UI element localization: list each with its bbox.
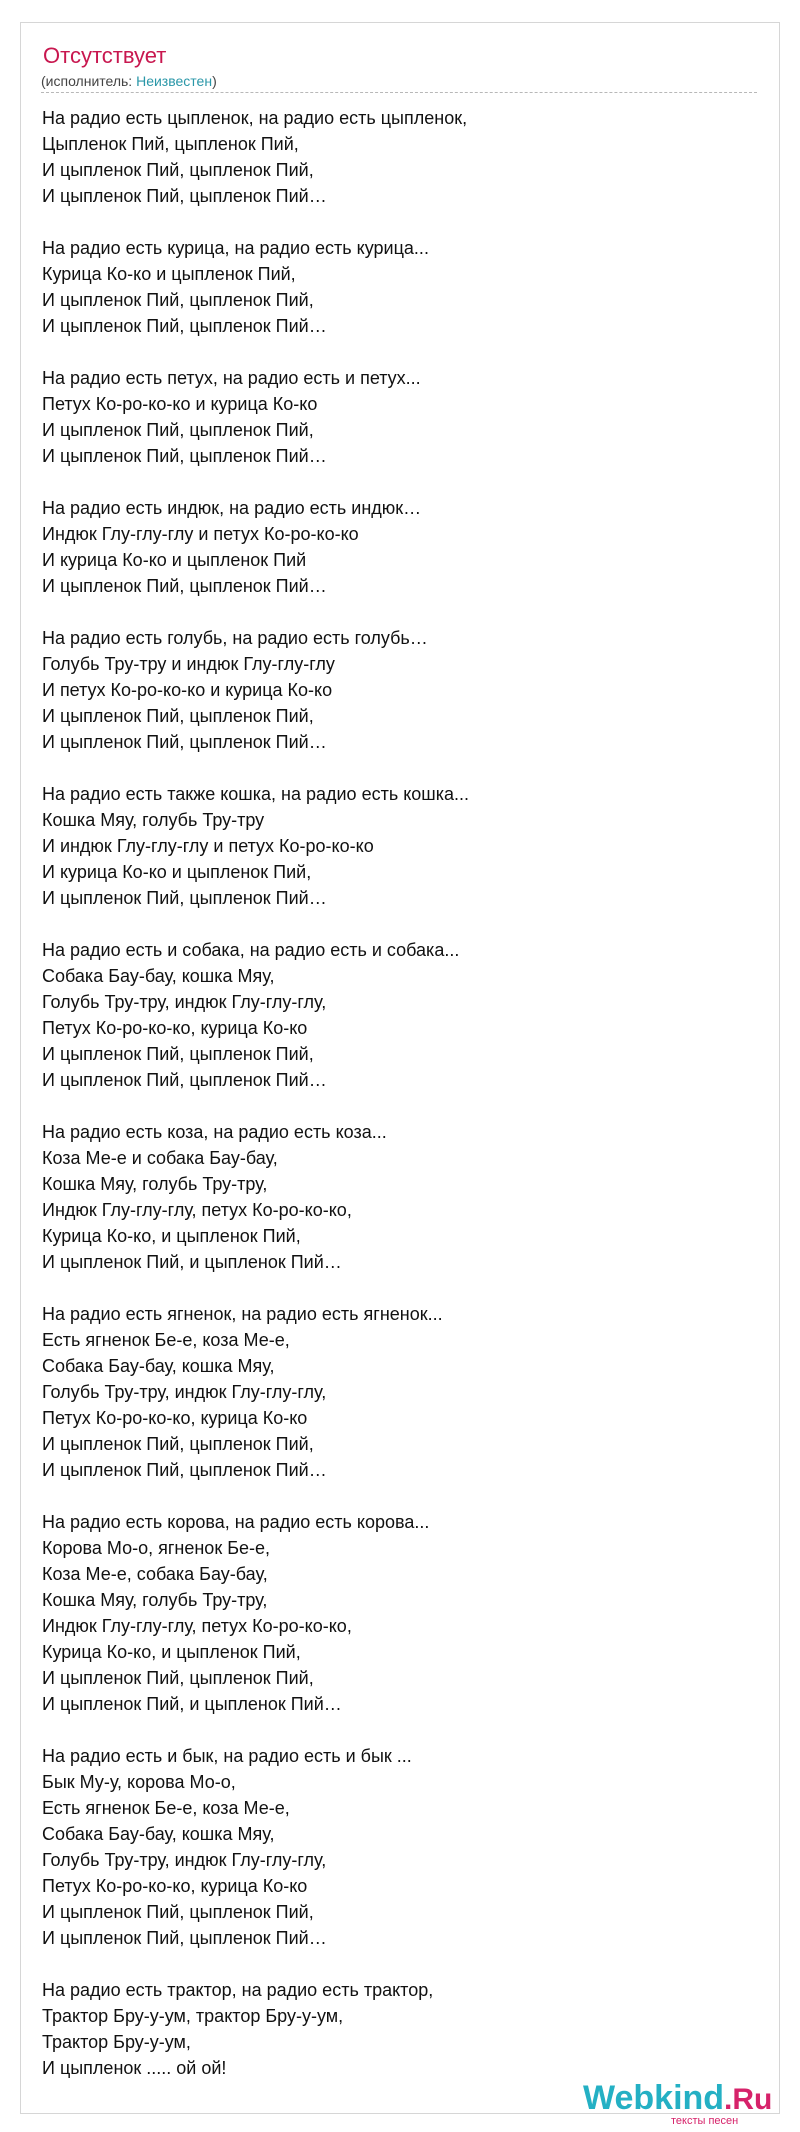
title-divider: [41, 92, 757, 93]
artist-suffix: ): [212, 73, 217, 89]
lyric-line: И цыпленок Пий, цыпленок Пий…: [42, 1070, 327, 1090]
lyric-line: Кошка Мяу, голубь Тру-тру: [42, 810, 265, 830]
lyric-line: И цыпленок Пий, цыпленок Пий,: [42, 160, 314, 180]
lyric-line: И цыпленок Пий, цыпленок Пий…: [42, 888, 327, 908]
lyric-line: Коза Ме-е, собака Бау-бау,: [42, 1564, 268, 1584]
lyric-line: Кошка Мяу, голубь Тру-тру,: [42, 1174, 268, 1194]
stanza: [42, 235, 762, 339]
artist-link[interactable]: Неизвестен: [136, 73, 213, 89]
lyric-line: Курица Ко-ко, и цыпленок Пий,: [42, 1226, 301, 1246]
lyric-line: И цыпленок Пий, цыпленок Пий,: [42, 706, 314, 726]
lyric-line: Петух Ко-ро-ко-ко и курица Ко-ко: [42, 394, 318, 414]
lyric-line: И курица Ко-ко и цыпленок Пий,: [42, 862, 312, 882]
lyric-line: И цыпленок Пий, и цыпленок Пий…: [42, 1694, 342, 1714]
lyric-line: И цыпленок Пий, цыпленок Пий…: [42, 446, 327, 466]
lyric-line: На радио есть голубь, на радио есть голубь…: [42, 628, 428, 648]
stanza: [42, 1119, 762, 1275]
lyric-line: На радио есть и бык, на радио есть и бык ...: [42, 1746, 412, 1766]
lyric-line: И индюк Глу-глу-глу и петух Ко-ро-ко-ко: [42, 836, 374, 856]
lyric-line: На радио есть также кошка, на радио есть кошка...: [42, 784, 470, 804]
lyric-line: И цыпленок Пий, цыпленок Пий,: [42, 1434, 314, 1454]
lyric-line: И цыпленок Пий, цыпленок Пий…: [42, 576, 327, 596]
lyric-line: Коза Ме-е и собака Бау-бау,: [42, 1148, 278, 1168]
lyrics-card: [20, 22, 780, 2127]
lyric-line: На радио есть цыпленок, на радио есть цыпленок,: [42, 108, 468, 128]
lyric-line: И цыпленок Пий, цыпленок Пий,: [42, 1668, 314, 1688]
lyric-line: Цыпленок Пий, цыпленок Пий,: [42, 134, 299, 154]
lyric-line: Собака Бау-бау, кошка Мяу,: [42, 966, 275, 986]
lyric-line: Кошка Мяу, голубь Тру-тру,: [42, 1590, 268, 1610]
lyric-line: И цыпленок Пий, цыпленок Пий…: [42, 1928, 327, 1948]
lyric-line: И цыпленок Пий, и цыпленок Пий…: [42, 1252, 342, 1272]
stanza: [42, 1743, 762, 1951]
lyric-line: И петух Ко-ро-ко-ко и курица Ко-ко: [42, 680, 333, 700]
lyric-line: И цыпленок Пий, цыпленок Пий,: [42, 290, 314, 310]
artist-prefix: (исполнитель:: [41, 73, 137, 89]
lyric-line: На радио есть индюк, на радио есть индюк…: [42, 498, 422, 518]
lyric-line: Индюк Глу-глу-глу и петух Ко-ро-ко-ко: [42, 524, 359, 544]
logo-wordmark: [583, 2079, 772, 2118]
stanza: [42, 781, 762, 911]
lyric-line: Голубь Тру-тру, индюк Глу-глу-глу,: [42, 992, 327, 1012]
lyric-line: На радио есть ягненок, на радио есть ягненок...: [42, 1304, 443, 1324]
lyric-line: Бык Му-у, корова Мо-о,: [42, 1772, 236, 1792]
lyrics-text: [42, 105, 762, 2107]
lyric-line: И цыпленок Пий, цыпленок Пий…: [42, 186, 327, 206]
stanza: [42, 1509, 762, 1717]
artist-line: [41, 73, 217, 89]
lyric-line: И цыпленок Пий, цыпленок Пий…: [42, 732, 327, 752]
lyric-line: И курица Ко-ко и цыпленок Пий: [42, 550, 307, 570]
lyric-line: И цыпленок ..... ой ой!: [42, 2058, 227, 2078]
lyric-line: Голубь Тру-тру и индюк Глу-глу-глу: [42, 654, 335, 674]
lyric-line: И цыпленок Пий, цыпленок Пий,: [42, 420, 314, 440]
stanza: [42, 365, 762, 469]
lyric-line: И цыпленок Пий, цыпленок Пий,: [42, 1044, 314, 1064]
stanza: [42, 1977, 762, 2081]
lyric-line: Собака Бау-бау, кошка Мяу,: [42, 1356, 275, 1376]
lyric-line: Петух Ко-ро-ко-ко, курица Ко-ко: [42, 1018, 308, 1038]
song-title: Отсутствует: [43, 43, 167, 68]
lyric-line: Собака Бау-бау, кошка Мяу,: [42, 1824, 275, 1844]
stanza: [42, 105, 762, 209]
lyric-line: Индюк Глу-глу-глу, петух Ко-ро-ко-ко,: [42, 1616, 352, 1636]
lyric-line: На радио есть петух, на радио есть и петух...: [42, 368, 421, 388]
lyric-line: Курица Ко-ко, и цыпленок Пий,: [42, 1642, 301, 1662]
lyric-line: Курица Ко-ко и цыпленок Пий,: [42, 264, 296, 284]
lyric-line: Голубь Тру-тру, индюк Глу-глу-глу,: [42, 1850, 327, 1870]
logo-tld: .Ru: [724, 2083, 773, 2116]
lyric-line: Есть ягненок Бе-е, коза Ме-е,: [42, 1798, 290, 1818]
lyric-line: Трактор Бру-у-ум,: [42, 2032, 191, 2052]
lyric-line: На радио есть трактор, на радио есть трактор,: [42, 1980, 434, 2000]
stanza: [42, 495, 762, 599]
lyric-line: Корова Мо-о, ягненок Бе-е,: [42, 1538, 271, 1558]
logo-brand: Webkind: [583, 2079, 725, 2117]
lyric-line: Индюк Глу-глу-глу, петух Ко-ро-ко-ко,: [42, 1200, 352, 1220]
lyric-line: Трактор Бру-у-ум, трактор Бру-у-ум,: [42, 2006, 344, 2026]
lyric-line: На радио есть коза, на радио есть коза...: [42, 1122, 387, 1142]
lyric-line: Петух Ко-ро-ко-ко, курица Ко-ко: [42, 1876, 308, 1896]
lyric-line: И цыпленок Пий, цыпленок Пий…: [42, 316, 327, 336]
logo-tagline: тексты песен: [671, 2115, 739, 2127]
webkind-logo[interactable]: [583, 2079, 779, 2129]
stanza: [42, 625, 762, 755]
lyric-line: На радио есть курица, на радио есть курица...: [42, 238, 429, 258]
lyric-line: Есть ягненок Бе-е, коза Ме-е,: [42, 1330, 290, 1350]
lyric-line: На радио есть и собака, на радио есть и собака...: [42, 940, 460, 960]
lyric-line: И цыпленок Пий, цыпленок Пий…: [42, 1460, 327, 1480]
lyric-line: На радио есть корова, на радио есть корова...: [42, 1512, 430, 1532]
stanza: [42, 1301, 762, 1483]
lyric-line: Голубь Тру-тру, индюк Глу-глу-глу,: [42, 1382, 327, 1402]
lyric-line: И цыпленок Пий, цыпленок Пий,: [42, 1902, 314, 1922]
stanza: [42, 937, 762, 1093]
lyric-line: Петух Ко-ро-ко-ко, курица Ко-ко: [42, 1408, 308, 1428]
